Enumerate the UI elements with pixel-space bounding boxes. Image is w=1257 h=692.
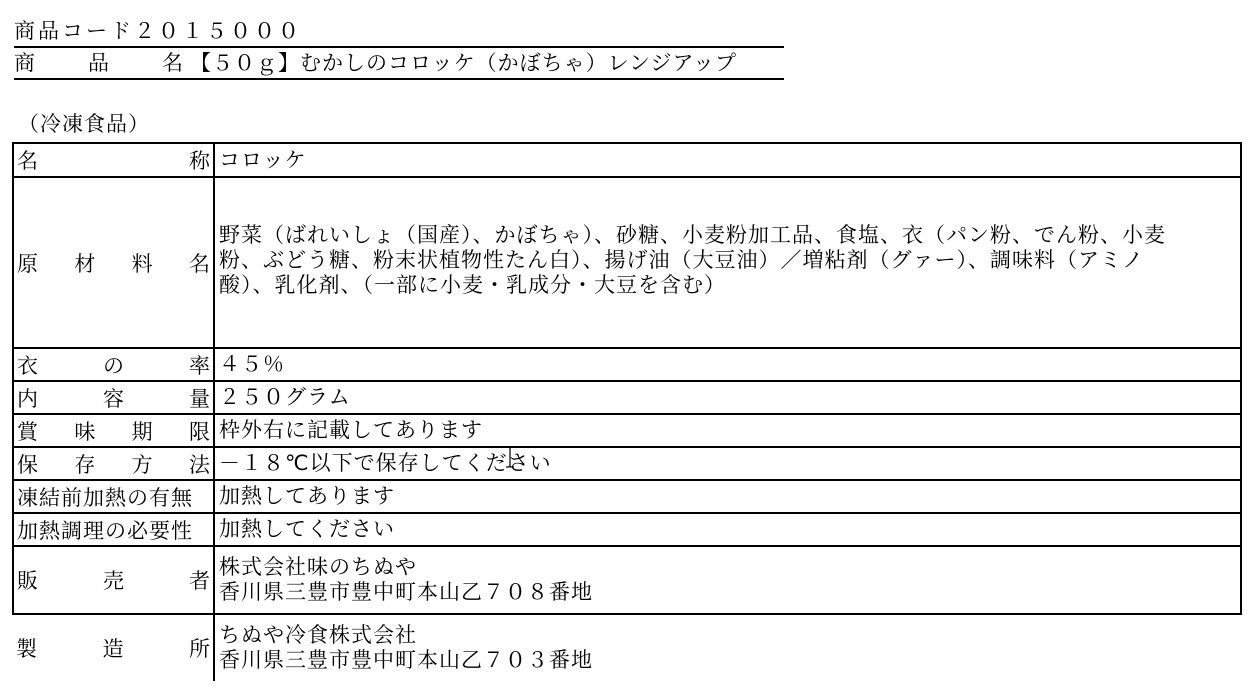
table-row <box>13 546 1241 614</box>
table-row <box>13 480 1241 513</box>
row-label: 衣 の 率 <box>17 353 211 378</box>
table-row <box>13 414 1241 447</box>
table-row <box>13 177 1241 348</box>
text-cursor-icon <box>504 446 516 468</box>
row-value: コロッケ <box>214 143 1241 177</box>
row-label: 加熱調理の必要性 <box>17 518 193 543</box>
row-value: ４５％ <box>214 348 1241 381</box>
row-label: 内 容 量 <box>17 386 211 411</box>
table-row <box>13 143 1241 177</box>
table-row <box>13 348 1241 381</box>
row-label: 名 称 <box>17 149 211 173</box>
row-label: 凍結前加熱の有無 <box>17 485 193 510</box>
row-label: 販 売 者 <box>17 569 211 593</box>
label-char: 商 <box>14 51 36 75</box>
product-name-label <box>14 48 190 78</box>
row-label: 製 造 所 <box>16 637 211 661</box>
row-value: 加熱してください <box>214 513 1241 546</box>
row-label: 賞 味 期 限 <box>17 419 211 444</box>
row-value: 加熱してあります <box>214 480 1241 513</box>
product-spec-table <box>12 142 1242 681</box>
row-value: ちぬや冷食株式会社 香川県三豊市豊中町本山乙７０３番地 <box>214 614 1241 681</box>
row-value: －１８℃以下で保存してください <box>214 447 1241 480</box>
row-label: 原 材 料 名 <box>17 251 211 276</box>
row-value: 枠外右に記載してあります <box>214 414 1241 447</box>
row-label: 保 存 方 法 <box>17 452 211 477</box>
table-row <box>13 513 1241 546</box>
product-code: 商品コード２０１５０００ <box>14 16 784 48</box>
table-row <box>13 381 1241 414</box>
label-char: 名 <box>162 51 184 75</box>
row-value: 株式会社味のちぬや 香川県三豊市豊中町本山乙７０８番地 <box>214 546 1241 614</box>
label-char: 品 <box>88 51 110 75</box>
product-name: 【５０ｇ】むかしのコロッケ（かぼちゃ）レンジアップ <box>190 51 738 75</box>
table-row <box>13 447 1241 480</box>
product-name-line <box>14 48 784 80</box>
product-category: （冷凍食品） <box>18 112 150 136</box>
row-value: 野菜（ばれいしょ（国産）、かぼちゃ）、砂糖、小麦粉加工品、食塩、衣（パン粉、でん粉、小麦 粉、ぶどう糖、粉末状植物性たん白）、揚げ油（大豆油）／増粘剤（グァー）、調味料（アミノ 酸）、乳化剤、（一部に小麦・乳成分・大豆を含む） <box>214 177 1241 348</box>
table-row <box>13 614 1241 681</box>
row-value: ２５０グラム <box>214 381 1241 414</box>
